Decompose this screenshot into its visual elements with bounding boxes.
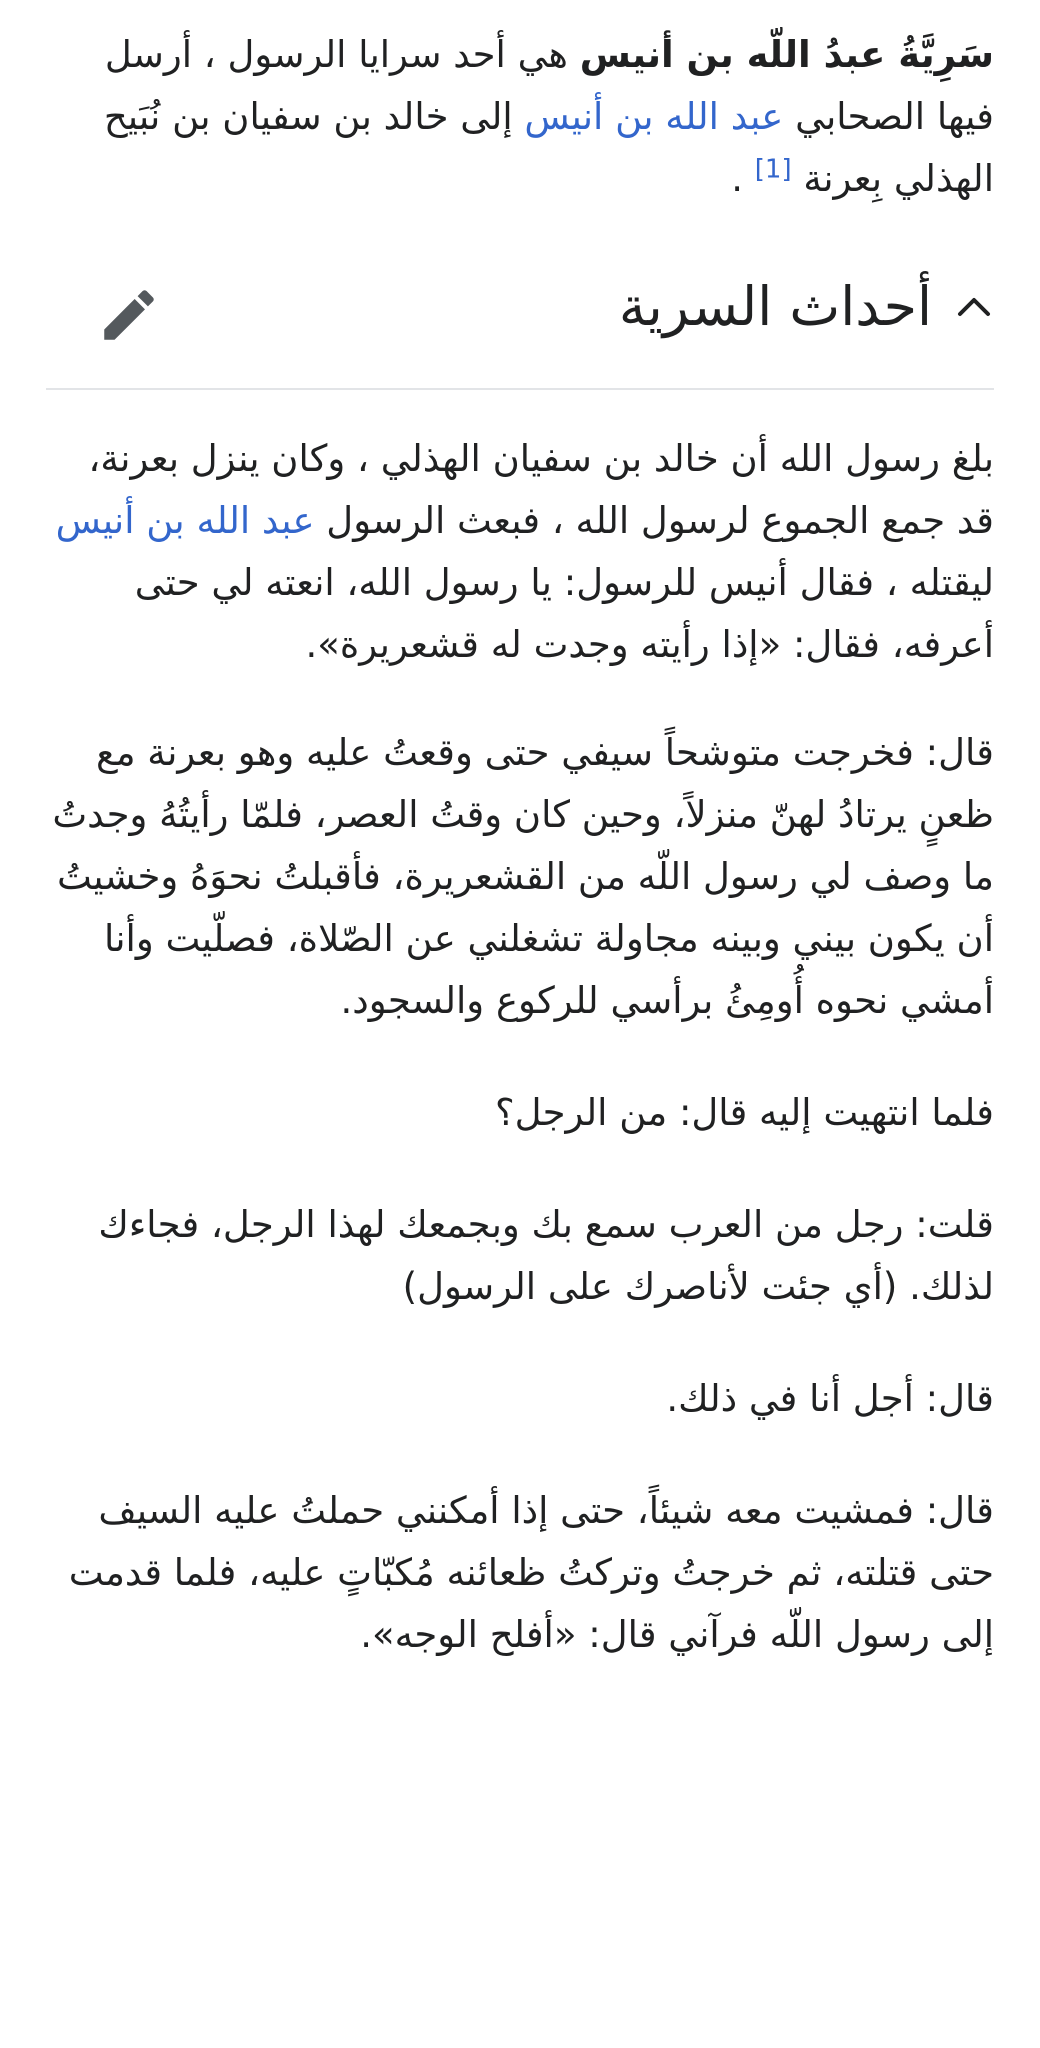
paragraph-text-continued: ليقتله ، فقال أنيس للرسول: يا رسول الله، انعته لي حتى أعرفه، فقال: «إذا رأيته وجدت له قشعريرة». <box>134 561 994 666</box>
section-header[interactable] <box>46 262 994 390</box>
intro-end: . <box>731 157 755 200</box>
pencil-icon[interactable] <box>96 282 162 348</box>
event-paragraph-6: قال: فمشيت معه شيئاً، حتى إذا أمكنني حملتُ عليه السيف حتى قتلته، ثم خرجتُ وتركتُ ظعائنه مُكبّاتٍ عليه، فلما قدمت إلى رسول اللّه فرآني قال: «أفلح الوجه». <box>68 1489 994 1656</box>
section-title: أحداث السرية <box>618 275 932 338</box>
reference-link[interactable]: [1] <box>754 154 792 185</box>
intro-text: هي أحد سرايا الرسول ، أرسل فيها الصحابي <box>104 33 994 138</box>
event-paragraph-1 <box>46 428 994 676</box>
intro-paragraph <box>46 0 994 210</box>
companion-link-2[interactable]: عبد الله بن أنيس <box>55 499 315 542</box>
event-paragraph-4: قلت: رجل من العرب سمع بك وبجمعك لهذا الرجل، فجاءك لذلك. (أي جئت لأناصرك على الرسول) <box>98 1203 994 1308</box>
event-paragraph-3: فلما انتهيت إليه قال: من الرجل؟ <box>494 1091 994 1134</box>
companion-link[interactable]: عبد الله بن أنيس <box>524 95 784 138</box>
paragraph-text: بلغ رسول الله أن خالد بن سفيان الهذلي ، وكان ينزل بعرنة، قد جمع الجموع لرسول الله ، فبعث الرسول <box>88 437 994 542</box>
intro-text-continued: إلى خالد بن سفيان بن نُبَيح الهذلي بِعرنة <box>103 95 994 200</box>
event-paragraph-5: قال: أجل أنا في ذلك. <box>666 1377 994 1420</box>
event-paragraph-2: قال: فخرجت متوشحاً سيفي حتى وقعتُ عليه وهو بعرنة مع ظعنٍ يرتادُ لهنّ منزلاً، وحين كان وقتُ العصر، فلمّا رأيتُهُ وجدتُ ما وصف لي رسول اللّه من القشعريرة، فأقبلتُ نحوَهُ وخشيتُ أن يكون بيني وبينه مجاولة تشغلني عن الصّلاة، فصلّيت وأنا أمشي نحوه أُومِئُ برأسي للركوع والسجود. <box>52 731 994 1022</box>
chevron-up-icon[interactable] <box>954 287 994 327</box>
article-subject-bold: سَرِيَّةُ عبدُ اللّه بن أنيس <box>579 33 994 76</box>
